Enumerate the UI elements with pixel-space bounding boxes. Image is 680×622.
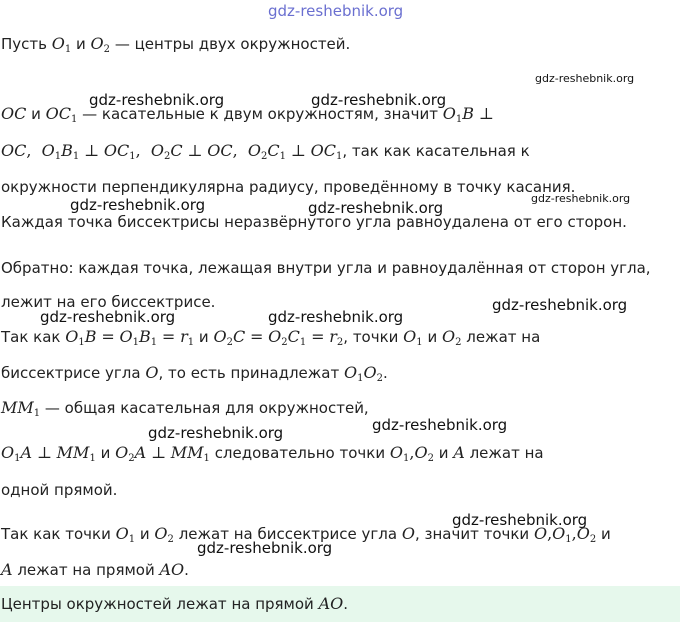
watermark: gdz-reshebnik.org bbox=[308, 199, 444, 217]
text-line-7: лежит на его биссектрисе. bbox=[1, 293, 216, 311]
answer-box bbox=[0, 586, 680, 622]
text-line-11: $O_1A$ ⊥ $MM_1$ и $O_2A$ ⊥ $MM_1$ следовательно точки $O_1,O_2$ и A лежат на bbox=[1, 443, 544, 464]
watermark: gdz-reshebnik.org bbox=[40, 308, 176, 326]
text-line-14: A лежат на прямой AO. bbox=[1, 560, 189, 579]
text-line-8: Так как $O_1B = O_1B_1 = r_1$ и $O_2C = O_2C_1 = r_2$, точки $O_1$ и $O_2$ лежат на bbox=[1, 327, 541, 348]
text-line-1: Пусть $O_1$ и $O_2$ — центры двух окружностей. bbox=[1, 34, 351, 55]
text-line-3: OC, $O_1B_1$ ⊥ $OC_1$, $O_2C$ ⊥ OC, $O_2C_1$ ⊥ $OC_1$, так как касательная к bbox=[1, 141, 530, 162]
text-line-5: Каждая точка биссектрисы неразвёрнутого угла равноудалена от его сторон. bbox=[1, 213, 627, 231]
watermark: gdz-reshebnik.org bbox=[531, 192, 631, 205]
watermark: gdz-reshebnik.org bbox=[148, 424, 284, 442]
text-line-13: Так как точки $O_1$ и $O_2$ лежат на биссектрисе угла O, значит точки $O,O_1,O_2$ и bbox=[1, 524, 611, 545]
watermark: gdz-reshebnik.org bbox=[311, 91, 447, 109]
text-line-6: Обратно: каждая точка, лежащая внутри угла и равноудалённая от сторон угла, bbox=[1, 259, 651, 277]
text-line-12: одной прямой. bbox=[1, 481, 118, 499]
watermark: gdz-reshebnik.org bbox=[268, 308, 404, 326]
watermark: gdz-reshebnik.org bbox=[89, 91, 225, 109]
watermark: gdz-reshebnik.org bbox=[535, 72, 635, 85]
text-line-4: окружности перпендикулярна радиусу, проведённому в точку касания. bbox=[1, 178, 576, 196]
watermark: gdz-reshebnik.org bbox=[197, 539, 333, 557]
watermark: gdz-reshebnik.org bbox=[492, 296, 628, 314]
watermark: gdz-reshebnik.org bbox=[372, 416, 508, 434]
watermark: gdz-reshebnik.org bbox=[452, 511, 588, 529]
answer-text: Центры окружностей лежат на прямой AO. bbox=[1, 594, 349, 613]
watermark-top: gdz-reshebnik.org bbox=[268, 2, 404, 20]
watermark: gdz-reshebnik.org bbox=[70, 196, 206, 214]
text-line-10: $MM_1$ — общая касательная для окружностей, bbox=[1, 398, 369, 419]
text-line-2: OC и $OC_1$ — касательные к двум окружностям, значит $O_1B$ ⊥ bbox=[1, 104, 494, 125]
text-line-9: биссектрисе угла O, то есть принадлежат $O_1O_2$. bbox=[1, 363, 388, 384]
